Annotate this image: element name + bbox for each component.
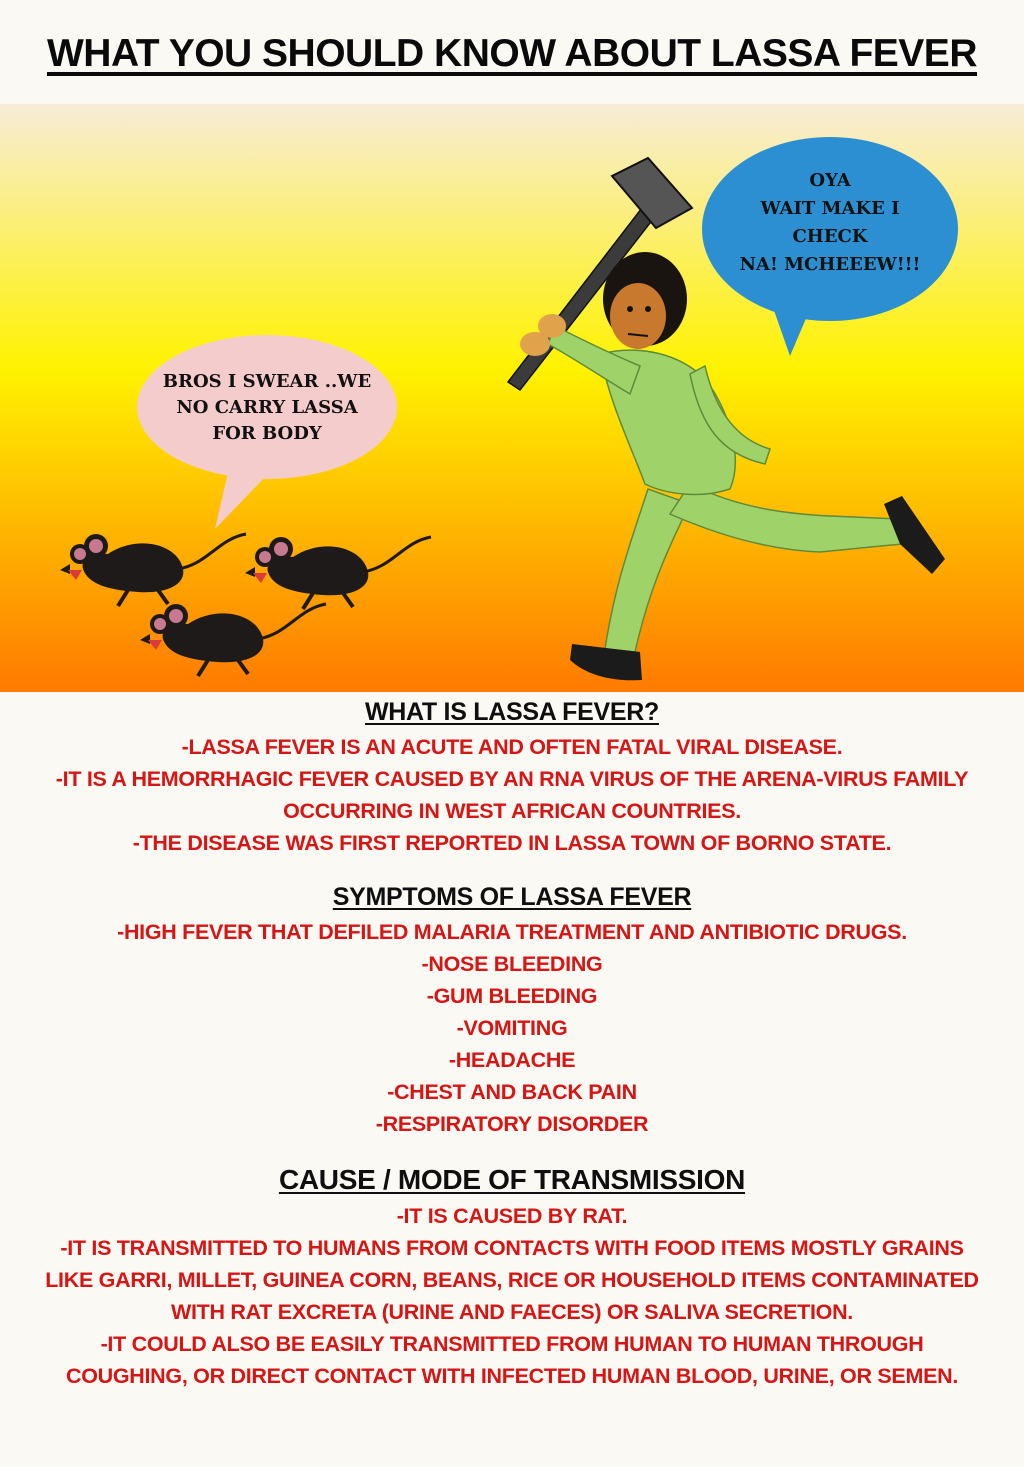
info-content [0, 698, 1024, 1416]
man-speech-line-4: NA! MCHEEEW!!! [739, 254, 921, 275]
info-line: -IT IS TRANSMITTED TO HUMANS FROM CONTACTS WITH FOOD ITEMS MOSTLY GRAINS LIKE GARRI, MILLET, GUINEA CORN, BEANS, RICE OR HOUSEHOLD ITEMS CONTAMINATED WITH RAT EXCRETA (URINE AND FAECES) OR SALIVA SECRETION. [45, 1236, 979, 1324]
man-speech-line-3: CHECK [792, 226, 868, 247]
section-lines [0, 1200, 1024, 1392]
info-line: -IT IS A HEMORRHAGIC FEVER CAUSED BY AN RNA VIRUS OF THE ARENA-VIRUS FAMILY OCCURRING IN WEST AFRICAN COUNTRIES. [55, 767, 969, 823]
info-line: -VOMITING [456, 1016, 568, 1040]
illustration-panel [0, 104, 1024, 692]
info-line: -GUM BLEEDING [426, 984, 598, 1008]
section-symptoms [0, 883, 1024, 1140]
info-line: -HIGH FEVER THAT DEFILED MALARIA TREATMENT AND ANTIBIOTIC DRUGS. [117, 920, 907, 944]
illustration-svg [0, 104, 1024, 692]
section-what-is [0, 698, 1024, 859]
rat-speech-line-3: FOR BODY [212, 423, 322, 444]
section-heading-transmission: CAUSE / MODE OF TRANSMISSION [278, 1164, 746, 1195]
info-line: -CHEST AND BACK PAIN [387, 1080, 637, 1104]
rat-speech-line-2: NO CARRY LASSA [176, 397, 358, 418]
page-title: WHAT YOU SHOULD KNOW ABOUT LASSA FEVER [47, 32, 977, 75]
section-transmission [0, 1164, 1024, 1392]
rat-speech-line-1: BROS I SWEAR ..WE [162, 371, 372, 392]
info-line: -IT IS CAUSED BY RAT. [396, 1204, 628, 1228]
info-line: -LASSA FEVER IS AN ACUTE AND OFTEN FATAL VIRAL DISEASE. [181, 735, 843, 759]
info-line: -RESPIRATORY DISORDER [375, 1112, 649, 1136]
section-heading-symptoms: SYMPTOMS OF LASSA FEVER [332, 883, 692, 911]
info-line: -HEADACHE [448, 1048, 576, 1072]
man-speech-line-2: WAIT MAKE I [760, 198, 900, 219]
section-heading-what-is: WHAT IS LASSA FEVER? [364, 698, 659, 726]
info-line: -NOSE BLEEDING [421, 952, 603, 976]
man-speech-line-1: OYA [809, 170, 851, 191]
info-line: -IT COULD ALSO BE EASILY TRANSMITTED FROM HUMAN TO HUMAN THROUGH COUGHING, OR DIRECT CONTACT WITH INFECTED HUMAN BLOOD, URINE, OR SEMEN. [65, 1332, 959, 1388]
info-line: -THE DISEASE WAS FIRST REPORTED IN LASSA TOWN OF BORNO STATE. [132, 831, 892, 855]
section-lines [0, 731, 1024, 859]
section-lines [0, 916, 1024, 1140]
